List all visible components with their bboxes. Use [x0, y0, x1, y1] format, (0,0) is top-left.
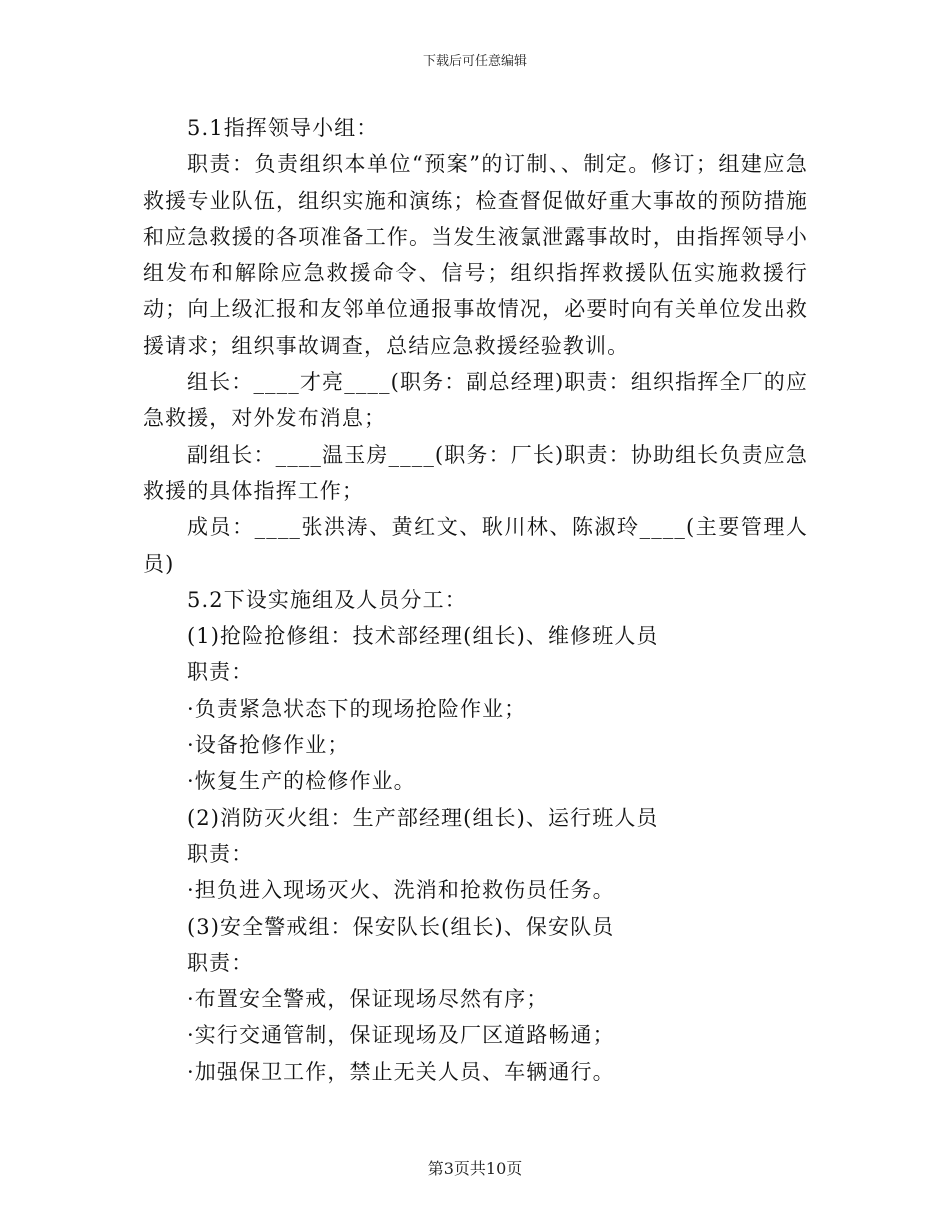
- paragraph: 职责：: [187, 950, 254, 975]
- paragraph: ·加强保卫工作，禁止无关人员、车辆通行。: [187, 1059, 615, 1084]
- paragraph: ·设备抢修作业；: [187, 733, 350, 758]
- paragraph: 组长：____才亮____(职务：副总经理)职责：组织指挥全厂的应急救援，对外发布消息；: [143, 370, 808, 431]
- paragraph: ·恢复生产的检修作业。: [187, 769, 416, 794]
- page-header-note: 下载后可任意编辑: [422, 54, 527, 69]
- document-body: [143, 110, 808, 1090]
- paragraph: ·担负进入现场灭火、洗消和抢救伤员任务。: [187, 878, 615, 903]
- paragraph: ·实行交通管制，保证现场及厂区道路畅通；: [187, 1023, 615, 1048]
- page-number: 第3页共10页: [427, 1159, 523, 1178]
- paragraph: 职责：负责组织本单位“预案”的订制、、制定。修订；组建应急救援专业队伍，组织实施和演练；检查督促做好重大事故的预防措施和应急救援的各项准备工作。当发生液氯泄露事故时，由指挥领导小组发布和解除应急救援命令、信号；组织指挥救援队伍实施救援行动；向上级汇报和友邻单位通报事故情况，必要时向有关单位发出救援请求；组织事故调查，总结应急救援经验教训。: [143, 152, 808, 358]
- paragraph: ·负责紧急状态下的现场抢险作业；: [187, 696, 527, 721]
- paragraph: (3)安全警戒组：保安队长(组长)、保安队员: [187, 914, 615, 939]
- paragraph: 成员：____张洪涛、黄红文、耿川林、陈淑玲____(主要管理人员): [143, 515, 808, 576]
- paragraph: 副组长：____温玉房____(职务：厂长)职责：协助组长负责应急救援的具体指挥工作；: [143, 442, 808, 503]
- paragraph: 5.2下设实施组及人员分工：: [187, 587, 467, 612]
- paragraph: 职责：: [187, 841, 254, 866]
- paragraph: (2)消防灭火组：生产部经理(组长)、运行班人员: [187, 805, 659, 830]
- paragraph: ·布置安全警戒，保证现场尽然有序；: [187, 987, 549, 1012]
- paragraph: (1)抢险抢修组：技术部经理(组长)、维修班人员: [187, 624, 659, 649]
- paragraph: 职责：: [187, 660, 254, 685]
- paragraph: 5.1指挥领导小组：: [187, 116, 379, 140]
